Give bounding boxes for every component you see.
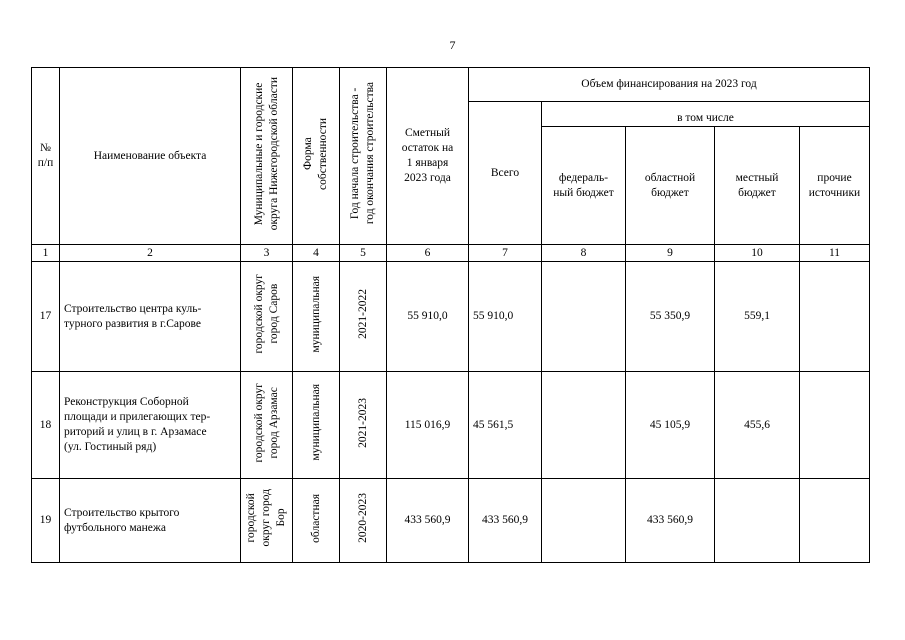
- column-number: 4: [293, 245, 340, 262]
- column-number: 2: [60, 245, 241, 262]
- row-num: 18: [32, 372, 60, 479]
- header-name: Наименование объекта: [60, 68, 241, 245]
- row-municipality: городской округ город Бор: [241, 479, 293, 563]
- financing-table: [31, 67, 870, 563]
- row-regional: 55 350,9: [626, 262, 715, 372]
- page-number: 7: [449, 38, 456, 52]
- header-funding: Объем финансирования на 2023 год: [469, 68, 870, 102]
- row-ownership: областная: [293, 479, 340, 563]
- column-number: 5: [340, 245, 387, 262]
- header-estimate: Сметный остаток на 1 января 2023 года: [387, 68, 469, 245]
- header-num: № п/п: [32, 68, 60, 245]
- header-ownership: Форма собственности: [293, 68, 340, 245]
- row-estimate: 55 910,0: [387, 262, 469, 372]
- header-municipality: Муниципальные и городские округа Нижегородской области: [241, 68, 293, 245]
- table-row: [32, 262, 870, 372]
- column-number: 10: [715, 245, 800, 262]
- column-number: 1: [32, 245, 60, 262]
- row-years: 2021-2023: [340, 372, 387, 479]
- row-num: 19: [32, 479, 60, 563]
- header-local: местный бюджет: [715, 127, 800, 245]
- column-number: 9: [626, 245, 715, 262]
- table-row: [32, 479, 870, 563]
- row-municipality: городской округ город Саров: [241, 262, 293, 372]
- row-total: 55 910,0: [469, 262, 542, 372]
- header-regional: областной бюджет: [626, 127, 715, 245]
- table-row: [32, 372, 870, 479]
- column-number: 11: [800, 245, 870, 262]
- row-name: Реконструкция Соборной площади и прилегающих тер- риторий и улиц в г. Арзамасе (ул. Гостиный ряд): [60, 372, 241, 479]
- row-federal: [542, 479, 626, 563]
- row-regional: 433 560,9: [626, 479, 715, 563]
- row-local: [715, 479, 800, 563]
- header-federal: федераль- ный бюджет: [542, 127, 626, 245]
- row-estimate: 433 560,9: [387, 479, 469, 563]
- column-number: 8: [542, 245, 626, 262]
- row-total: 433 560,9: [469, 479, 542, 563]
- row-years: 2020-2023: [340, 479, 387, 563]
- row-regional: 45 105,9: [626, 372, 715, 479]
- row-local: 559,1: [715, 262, 800, 372]
- row-total: 45 561,5: [469, 372, 542, 479]
- header-including: в том числе: [542, 102, 870, 127]
- row-other: [800, 262, 870, 372]
- column-number: 3: [241, 245, 293, 262]
- header-years: Год начала строительства - год окончания строительства: [340, 68, 387, 245]
- row-num: 17: [32, 262, 60, 372]
- row-local: 455,6: [715, 372, 800, 479]
- column-number: 7: [469, 245, 542, 262]
- row-ownership: муниципальная: [293, 262, 340, 372]
- header-total: Всего: [469, 102, 542, 245]
- row-name: Строительство крытого футбольного манежа: [60, 479, 241, 563]
- row-other: [800, 479, 870, 563]
- column-number: 6: [387, 245, 469, 262]
- row-federal: [542, 372, 626, 479]
- row-name: Строительство центра куль- турного развития в г.Сарове: [60, 262, 241, 372]
- row-federal: [542, 262, 626, 372]
- row-municipality: городской округ город Арзамас: [241, 372, 293, 479]
- column-numbers-row: [32, 245, 870, 262]
- row-years: 2021-2022: [340, 262, 387, 372]
- row-other: [800, 372, 870, 479]
- header-other: прочие источники: [800, 127, 870, 245]
- row-estimate: 115 016,9: [387, 372, 469, 479]
- row-ownership: муниципальная: [293, 372, 340, 479]
